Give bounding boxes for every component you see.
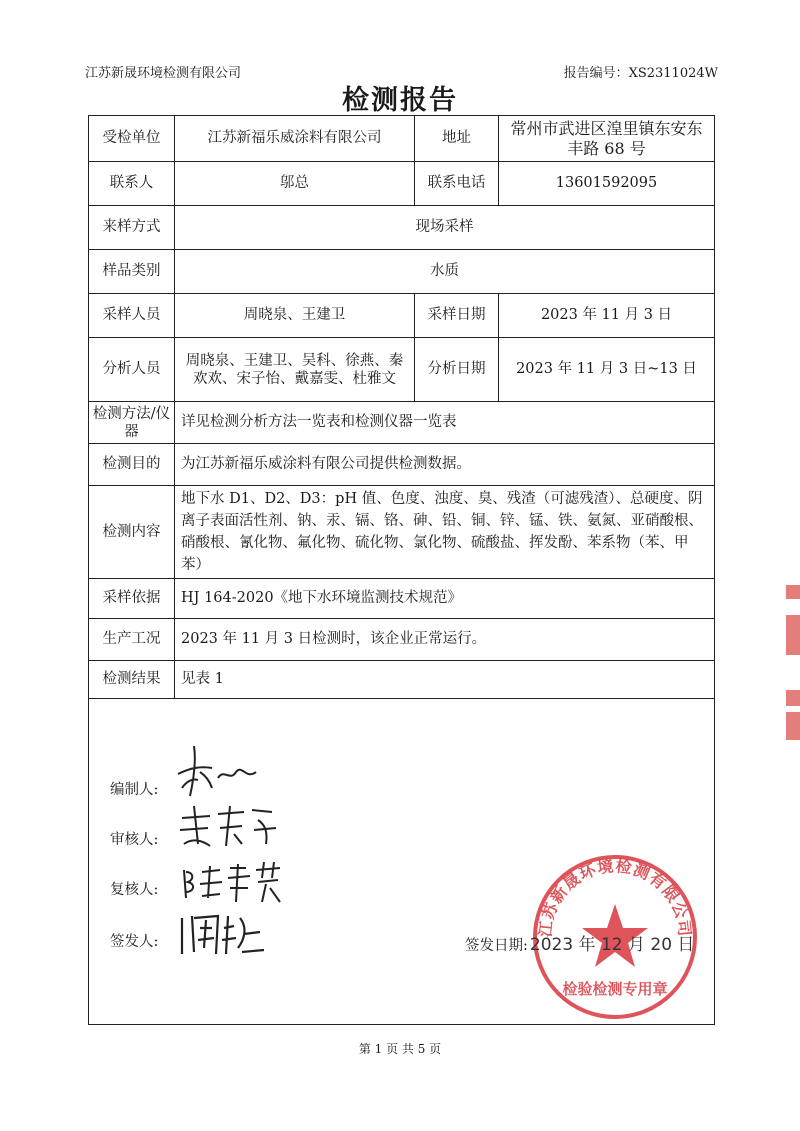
page-title: 检测报告 bbox=[342, 85, 458, 116]
client-value: 江苏新福乐威涂料有限公司 bbox=[175, 116, 415, 162]
reviewer-signature bbox=[172, 800, 282, 855]
issue-date-value: 2023 年 12 月 20 日 bbox=[529, 935, 695, 955]
result-value: 见表 1 bbox=[175, 661, 715, 699]
rechecker-label: 复核人: bbox=[110, 882, 159, 898]
basis-value: HJ 164-2020《地下水环境监测技术规范》 bbox=[175, 579, 715, 619]
client-label: 受检单位 bbox=[89, 116, 175, 162]
method-label: 检测方法/仪器 bbox=[89, 402, 175, 444]
page-number: 第 1 页 共 5 页 bbox=[358, 1042, 442, 1056]
compiler-label: 编制人: bbox=[110, 782, 159, 798]
sampling-method-label: 来样方式 bbox=[89, 206, 175, 250]
method-value: 详见检测分析方法一览表和检测仪器一览表 bbox=[175, 402, 715, 444]
sample-type-value: 水质 bbox=[175, 250, 715, 294]
rechecker-signature bbox=[176, 858, 286, 908]
table-row bbox=[89, 486, 715, 579]
content-label: 检测内容 bbox=[89, 486, 175, 579]
table-row bbox=[89, 294, 715, 338]
report-no-label: 报告编号： bbox=[563, 66, 629, 81]
seal-text: 江苏新晟环境检测有限公司 bbox=[535, 856, 695, 938]
condition-value: 2023 年 11 月 3 日检测时，该企业正常运行。 bbox=[175, 619, 715, 661]
edge-seal-mark bbox=[786, 585, 800, 599]
analysts-label: 分析人员 bbox=[89, 338, 175, 402]
sampling-method-value: 现场采样 bbox=[175, 206, 715, 250]
analysis-date-value: 2023 年 11 月 3 日~13 日 bbox=[499, 338, 715, 402]
table-row bbox=[89, 338, 715, 402]
basis-label: 采样依据 bbox=[89, 579, 175, 619]
table-row bbox=[89, 444, 715, 486]
table-row bbox=[89, 661, 715, 699]
table-row bbox=[89, 206, 715, 250]
edge-seal-mark bbox=[786, 615, 800, 655]
compiler-signature bbox=[160, 738, 270, 800]
contact-label: 联系人 bbox=[89, 162, 175, 206]
issue-date bbox=[465, 930, 694, 955]
seal-bottom-text: 检验检测专用章 bbox=[562, 980, 668, 998]
table-row bbox=[89, 619, 715, 661]
table-row bbox=[89, 402, 715, 444]
sampling-date-label: 采样日期 bbox=[415, 294, 499, 338]
edge-seal-mark bbox=[786, 690, 800, 706]
result-label: 检测结果 bbox=[89, 661, 175, 699]
sample-type-label: 样品类别 bbox=[89, 250, 175, 294]
phone-label: 联系电话 bbox=[415, 162, 499, 206]
purpose-value: 为江苏新福乐威涂料有限公司提供检测数据。 bbox=[175, 444, 715, 486]
address-label: 地址 bbox=[415, 116, 499, 162]
table-row bbox=[89, 116, 715, 162]
report-table bbox=[88, 115, 715, 699]
report-no-value: XS2311024W bbox=[628, 66, 718, 81]
reviewer-label: 审核人: bbox=[110, 832, 159, 848]
purpose-label: 检测目的 bbox=[89, 444, 175, 486]
samplers-value: 周晓泉、王建卫 bbox=[175, 294, 415, 338]
table-row bbox=[89, 579, 715, 619]
contact-value: 邬总 bbox=[175, 162, 415, 206]
company-name: 江苏新晟环境检测有限公司 bbox=[85, 66, 242, 81]
content-value: 地下水 D1、D2、D3：pH 值、色度、浊度、臭、残渣（可滤残渣）、总硬度、阴离子表面活性剂、钠、汞、镉、铬、砷、铅、铜、锌、锰、铁、氨氮、亚硝酸根、硝酸根、氰化物、氟化物、硫化物、氯化物、硫酸盐、挥发酚、苯系物（苯、甲苯） bbox=[175, 486, 715, 579]
issue-date-label: 签发日期: bbox=[465, 938, 528, 954]
sampling-date-value: 2023 年 11 月 3 日 bbox=[499, 294, 715, 338]
condition-label: 生产工况 bbox=[89, 619, 175, 661]
analysts-value: 周晓泉、王建卫、吴科、徐燕、秦欢欢、宋子怡、戴嘉雯、杜雅文 bbox=[175, 338, 415, 402]
issuer-signature bbox=[172, 908, 272, 960]
issuer-label: 签发人: bbox=[110, 934, 159, 950]
edge-seal-mark bbox=[786, 712, 800, 740]
phone-value: 13601592095 bbox=[499, 162, 715, 206]
address-value: 常州市武进区湟里镇东安东丰路 68 号 bbox=[499, 116, 715, 162]
samplers-label: 采样人员 bbox=[89, 294, 175, 338]
analysis-date-label: 分析日期 bbox=[415, 338, 499, 402]
table-row bbox=[89, 162, 715, 206]
table-row bbox=[89, 250, 715, 294]
